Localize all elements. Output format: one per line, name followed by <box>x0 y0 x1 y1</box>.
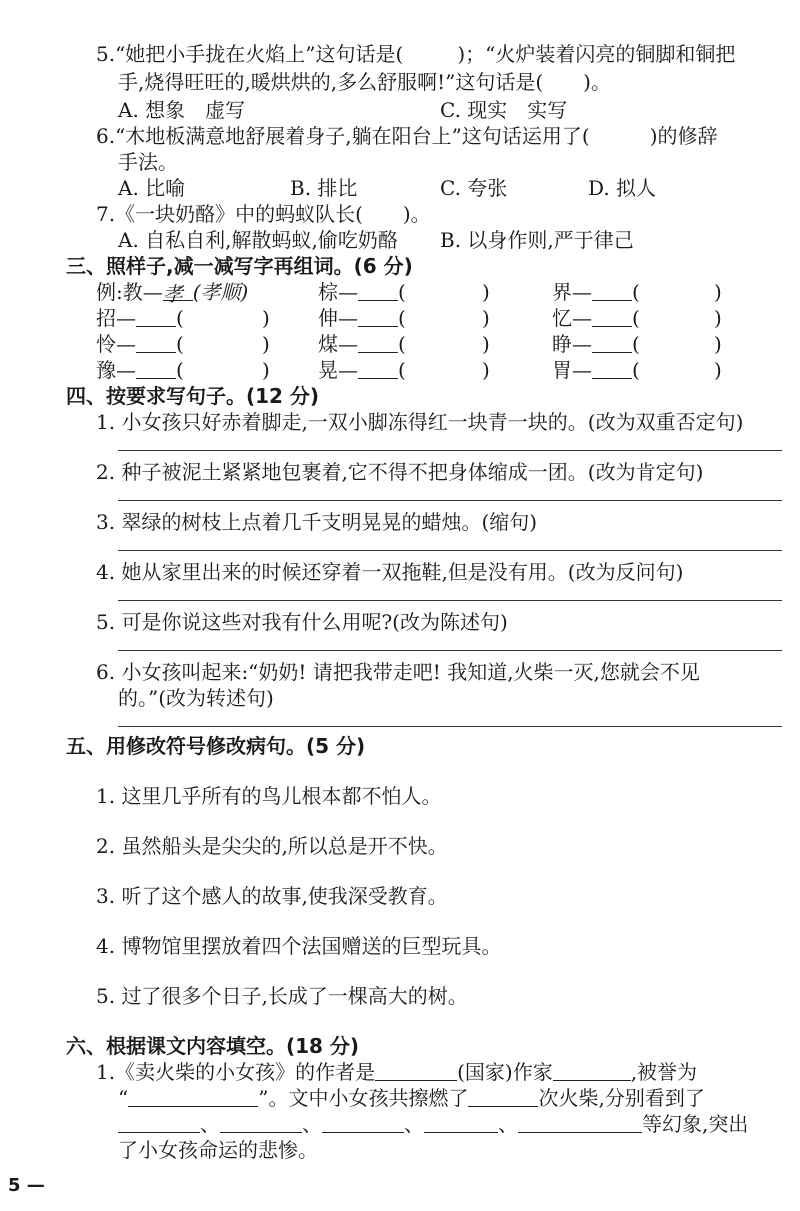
close-paren: ) <box>262 332 270 356</box>
vision-blank-3[interactable] <box>322 1114 404 1133</box>
item-char: 胃— <box>552 358 592 382</box>
close-paren: ) <box>262 358 270 382</box>
item-yi <box>552 306 640 330</box>
open-paren: ( <box>398 280 406 304</box>
item-zong <box>318 280 406 304</box>
section4-title: 四、按要求写句子。(12 分) <box>66 384 320 408</box>
char-blank[interactable] <box>358 334 398 353</box>
page-number: 5 — <box>8 1175 45 1196</box>
s4-q3-answer-line[interactable] <box>118 550 782 551</box>
item-lian <box>96 332 184 356</box>
s6-line4: 了小女孩命运的悲惨。 <box>118 1138 318 1162</box>
q7-line1: 7.《一块奶酪》中的蚂蚁队长( )。 <box>96 202 431 226</box>
s6-l1-text-c: ,被誉为 <box>630 1060 698 1084</box>
section5-title: 五、用修改符号修改病句。(5 分) <box>66 734 366 758</box>
close-paren: ) <box>714 280 722 304</box>
open-paren: ( <box>632 332 640 356</box>
open-paren: ( <box>632 358 640 382</box>
char-blank[interactable] <box>136 308 176 327</box>
separator: 、 <box>498 1112 518 1136</box>
item-shen <box>318 306 406 330</box>
char-blank[interactable] <box>358 308 398 327</box>
q6-line2: 手法。 <box>118 150 178 174</box>
s6-l2-open-quote: “ <box>118 1086 129 1110</box>
item-char: 睁— <box>552 332 592 356</box>
q6-line1: 6.“木地板满意地舒展着身子,躺在阳台上”这句话运用了( )的修辞 <box>96 124 718 148</box>
s6-line3 <box>118 1112 748 1136</box>
item-char: 豫— <box>96 358 136 382</box>
s6-l2-text-c: 次火柴,分别看到了 <box>538 1086 705 1110</box>
s4-q2: 2. 种子被泥土紧紧地包裹着,它不得不把身体缩成一团。(改为肯定句) <box>96 460 704 484</box>
q5-text-b: )；“火炉装着闪亮的铜脚和铜把 <box>457 42 736 66</box>
item-char: 怜— <box>96 332 136 356</box>
example-char: 孝 <box>162 282 183 306</box>
char-blank[interactable] <box>592 360 632 379</box>
close-paren: ) <box>262 306 270 330</box>
s6-line1 <box>96 1060 697 1084</box>
title-blank[interactable] <box>128 1088 258 1107</box>
open-paren: ( <box>632 306 640 330</box>
s6-l2-text-b: ”。文中小女孩共擦燃了 <box>258 1086 469 1110</box>
close-paren: ) <box>714 306 722 330</box>
char-blank[interactable] <box>592 282 632 301</box>
s4-q6-line1: 6. 小女孩叫起来:“奶奶! 请把我带走吧! 我知道,火柴一灭,您就会不见 <box>96 660 700 684</box>
char-blank[interactable] <box>592 334 632 353</box>
char-blank[interactable] <box>358 360 398 379</box>
char-blank[interactable] <box>136 334 176 353</box>
s4-q2-answer-line[interactable] <box>118 500 782 501</box>
example-answer-blank <box>162 282 193 306</box>
q7-option-b: B. 以身作则,严于律己 <box>440 228 634 252</box>
vision-blank-2[interactable] <box>220 1114 302 1133</box>
country-blank[interactable] <box>553 1062 631 1081</box>
s5-q4: 4. 博物馆里摆放着四个法国赠送的巨型玩具。 <box>96 934 502 958</box>
open-paren: ( <box>176 358 184 382</box>
separator: 、 <box>200 1112 220 1136</box>
item-jie <box>552 280 640 304</box>
s5-q5: 5. 过了很多个日子,长成了一棵高大的树。 <box>96 984 468 1008</box>
q5-option-c: C. 现实 实写 <box>440 98 568 122</box>
item-char: 煤— <box>318 332 358 356</box>
close-paren: ) <box>482 358 490 382</box>
section3-title: 三、照样子,减一减写字再组词。(6 分) <box>66 254 413 278</box>
item-huang <box>318 358 406 382</box>
item-zhao <box>96 306 184 330</box>
s4-q1: 1. 小女孩只好赤着脚走,一双小脚冻得红一块青一块的。(改为双重否定句) <box>96 410 744 434</box>
q6-option-c: C. 夸张 <box>440 176 508 200</box>
example-prefix: 例:教— <box>96 280 163 304</box>
close-paren: ) <box>714 358 722 382</box>
open-paren: ( <box>176 332 184 356</box>
s4-q5: 5. 可是你说这些对我有什么用呢?(改为陈述句) <box>96 610 508 634</box>
section3-example <box>96 280 248 304</box>
q5-text-a: 5.“她把小手拢在火焰上”这句话是( <box>96 42 404 66</box>
open-paren: ( <box>398 332 406 356</box>
item-wei <box>552 358 640 382</box>
item-yu <box>96 358 184 382</box>
q5-line1 <box>96 42 735 66</box>
s5-q1: 1. 这里几乎所有的鸟儿根本都不怕人。 <box>96 784 442 808</box>
q5-line2: 手,烧得旺旺的,暖烘烘的,多么舒服啊!”这句话是( )。 <box>118 70 611 94</box>
s4-q6-answer-line[interactable] <box>118 726 782 727</box>
s4-q3: 3. 翠绿的树枝上点着几千支明晃晃的蜡烛。(缩句) <box>96 510 538 534</box>
q5-option-a: A. 想象 虚写 <box>118 98 246 122</box>
item-char: 棕— <box>318 280 358 304</box>
s4-q1-answer-line[interactable] <box>118 450 782 451</box>
vision-blank-4[interactable] <box>424 1114 498 1133</box>
s4-q4-answer-line[interactable] <box>118 600 782 601</box>
example-word: (孝顺) <box>192 280 249 304</box>
vision-blank-1[interactable] <box>118 1114 200 1133</box>
open-paren: ( <box>398 358 406 382</box>
s6-l1-text-a: 1.《卖火柴的小女孩》的作者是 <box>96 1060 376 1084</box>
s6-line2 <box>118 1086 705 1110</box>
item-char: 界— <box>552 280 592 304</box>
s5-q2: 2. 虽然船头是尖尖的,所以总是开不快。 <box>96 834 448 858</box>
count-blank[interactable] <box>468 1088 538 1107</box>
s4-q4: 4. 她从家里出来的时候还穿着一双拖鞋,但是没有用。(改为反问句) <box>96 560 684 584</box>
author-blank[interactable] <box>375 1062 457 1081</box>
close-paren: ) <box>482 280 490 304</box>
close-paren: ) <box>482 306 490 330</box>
q6-option-b: B. 排比 <box>290 176 358 200</box>
open-paren: ( <box>398 306 406 330</box>
item-char: 忆— <box>552 306 592 330</box>
q6-option-a: A. 比喻 <box>118 176 186 200</box>
separator: 、 <box>302 1112 322 1136</box>
close-paren: ) <box>482 332 490 356</box>
open-paren: ( <box>632 280 640 304</box>
q7-option-a: A. 自私自利,解散蚂蚁,偷吃奶酪 <box>118 228 398 252</box>
char-blank[interactable] <box>136 360 176 379</box>
s6-l3-end: 等幻象,突出 <box>642 1112 749 1136</box>
s4-q6-line2: 的。”(改为转述句) <box>118 686 274 710</box>
char-blank[interactable] <box>358 282 398 301</box>
item-zheng <box>552 332 640 356</box>
s5-q3: 3. 听了这个感人的故事,使我深受教育。 <box>96 884 448 908</box>
item-mei <box>318 332 406 356</box>
section6-title: 六、根据课文内容填空。(18 分) <box>66 1034 360 1058</box>
separator: 、 <box>404 1112 424 1136</box>
item-char: 伸— <box>318 306 358 330</box>
s4-q5-answer-line[interactable] <box>118 650 782 651</box>
char-blank[interactable] <box>592 308 632 327</box>
open-paren: ( <box>176 306 184 330</box>
item-char: 晃— <box>318 358 358 382</box>
close-paren: ) <box>714 332 722 356</box>
item-char: 招— <box>96 306 136 330</box>
q6-option-d: D. 拟人 <box>588 176 657 200</box>
s6-l1-text-b: (国家)作家 <box>457 1060 553 1084</box>
vision-blank-5[interactable] <box>518 1114 642 1133</box>
